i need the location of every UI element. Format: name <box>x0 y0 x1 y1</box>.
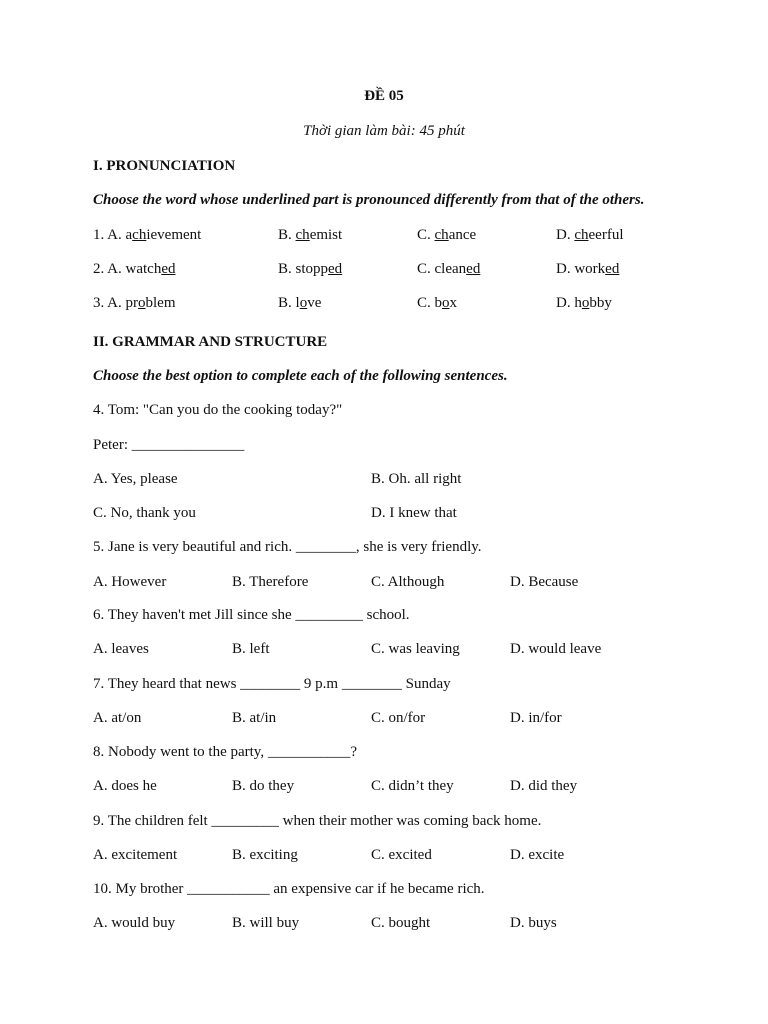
q3-option-d: D. hobby <box>556 295 612 311</box>
q5-option-d: D. Because <box>510 574 579 590</box>
q5-text: 5. Jane is very beautiful and rich. ________, she is very friendly. <box>93 539 482 555</box>
q9-text: 9. The children felt _________ when their mother was coming back home. <box>93 813 542 829</box>
q2-option-c: C. cleaned <box>417 261 481 277</box>
q9-option-c: C. excited <box>371 847 432 863</box>
q3-option-a: 3. A. problem <box>93 295 176 311</box>
q4-text: 4. Tom: "Can you do the cooking today?" <box>93 402 343 418</box>
q2-option-a: 2. A. watched <box>93 261 176 277</box>
q4-option-a: A. Yes, please <box>93 471 178 487</box>
q7-option-a: A. at/on <box>93 710 142 726</box>
q2-option-b: B. stopped <box>278 261 343 277</box>
q7-option-d: D. in/for <box>510 710 562 726</box>
exam-time: Thời gian làm bài: 45 phút <box>303 123 465 139</box>
q8-option-c: C. didn’t they <box>371 778 454 794</box>
q7-text: 7. They heard that news ________ 9 p.m ________ Sunday <box>93 676 451 692</box>
q2-option-d: D. worked <box>556 261 620 277</box>
q8-text: 8. Nobody went to the party, ___________? <box>93 744 357 760</box>
q4-response-line: Peter: _______________ <box>93 437 245 453</box>
q6-option-c: C. was leaving <box>371 641 460 657</box>
q9-option-b: B. exciting <box>232 847 298 863</box>
q3-option-c: C. box <box>417 295 458 311</box>
q6-option-b: B. left <box>232 641 270 657</box>
pronunciation-instruction: Choose the word whose underlined part is pronounced differently from that of the others. <box>93 192 645 208</box>
q5-option-c: C. Although <box>371 574 445 590</box>
q10-option-b: B. will buy <box>232 915 300 931</box>
q10-option-c: C. bought <box>371 915 431 931</box>
q4-option-d: D. I knew that <box>371 505 457 521</box>
q7-option-c: C. on/for <box>371 710 426 726</box>
q9-option-d: D. excite <box>510 847 565 863</box>
q1-option-a: 1. A. achievement <box>93 227 202 243</box>
q10-text: 10. My brother ___________ an expensive car if he became rich. <box>93 881 485 897</box>
q8-option-b: B. do they <box>232 778 295 794</box>
section-pronunciation-heading: I. PRONUNCIATION <box>93 158 236 174</box>
q6-text: 6. They haven't met Jill since she _________ school. <box>93 607 410 623</box>
q1-option-b: B. chemist <box>278 227 343 243</box>
q6-option-d: D. would leave <box>510 641 602 657</box>
q7-option-b: B. at/in <box>232 710 277 726</box>
exam-title: ĐỀ 05 <box>364 88 404 104</box>
q9-option-a: A. excitement <box>93 847 178 863</box>
grammar-instruction: Choose the best option to complete each of the following sentences. <box>93 368 508 384</box>
q8-option-a: A. does he <box>93 778 157 794</box>
q4-option-b: B. Oh. all right <box>371 471 462 487</box>
q5-option-b: B. Therefore <box>232 574 309 590</box>
section-grammar-heading: II. GRAMMAR AND STRUCTURE <box>93 334 328 350</box>
q1-option-c: C. chance <box>417 227 477 243</box>
q4-option-c: C. No, thank you <box>93 505 196 521</box>
q10-option-d: D. buys <box>510 915 557 931</box>
q1-option-d: D. cheerful <box>556 227 624 243</box>
q8-option-d: D. did they <box>510 778 578 794</box>
q5-option-a: A. However <box>93 574 167 590</box>
q6-option-a: A. leaves <box>93 641 149 657</box>
q10-option-a: A. would buy <box>93 915 176 931</box>
q3-option-b: B. love <box>278 295 322 311</box>
